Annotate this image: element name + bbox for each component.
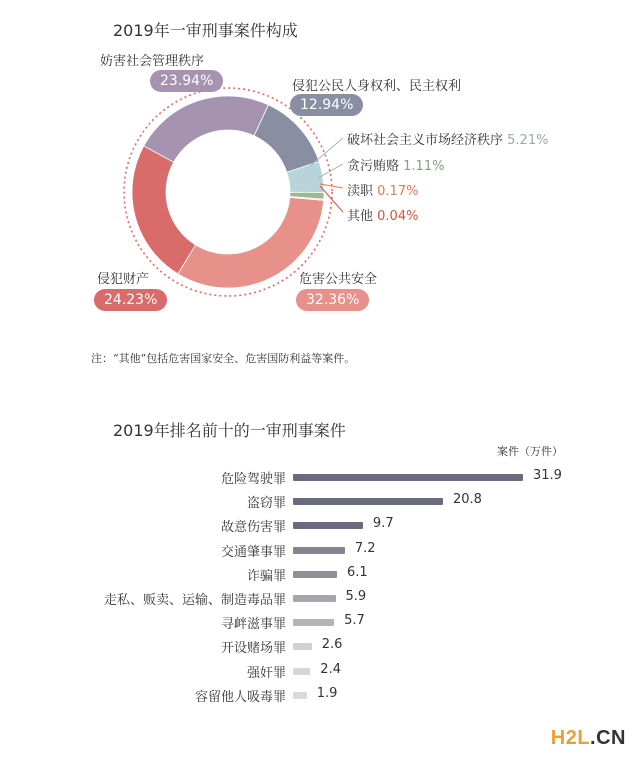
slice-value-malfeasance: 0.17% — [377, 184, 419, 199]
slice-label-other: 其他 0.04% — [347, 209, 419, 224]
bar-category-label: 诈骗罪 — [246, 568, 286, 584]
bar — [293, 643, 312, 650]
bar-category-label: 开设赌场罪 — [220, 641, 286, 657]
bar-value-label: 6.1 — [346, 564, 368, 580]
slice-label-public-safety: 危害公共安全 — [299, 272, 378, 287]
bar-category-label: 故意伤害罪 — [220, 520, 286, 536]
bar — [293, 547, 345, 554]
donut-chart-title: 2019年一审刑事案件构成 — [113, 21, 298, 40]
bar-category-label: 强奸罪 — [246, 665, 286, 681]
bar-value-label: 20.8 — [452, 492, 482, 508]
bar — [293, 522, 363, 529]
bar-category-label: 寻衅滋事罪 — [220, 617, 286, 633]
site-watermark: H2L.CN — [550, 727, 626, 749]
slice-value-social-order: 23.94% — [150, 70, 223, 92]
bar-category-label: 容留他人吸毒罪 — [194, 689, 286, 705]
donut-chart-note: 注：“其他”包括危害国家安全、危害国防利益等案件。 — [91, 352, 356, 365]
slice-label-social-order: 妨害社会管理秩序 — [100, 54, 205, 69]
bar-value-label: 2.4 — [320, 661, 341, 677]
slice-label-malfeasance: 渎职 0.17% — [347, 184, 419, 199]
bar-value-label: 5.9 — [345, 589, 367, 604]
bar-chart-unit-label: 案件（万件） — [497, 445, 563, 458]
bar-value-label: 1.9 — [316, 685, 338, 701]
bar-value-label: 5.7 — [344, 613, 365, 629]
bar — [293, 498, 443, 505]
bar-category-label: 盗窃罪 — [246, 496, 286, 512]
bar-value-label: 9.7 — [372, 516, 394, 532]
bar-value-label: 31.9 — [533, 468, 562, 483]
bar-chart-title: 2019年排名前十的一审刑事案件 — [113, 421, 346, 440]
bar — [293, 595, 336, 602]
bar — [293, 571, 337, 578]
slice-label-personal-rights: 侵犯公民人身权利、民主权利 — [292, 79, 462, 94]
bar — [293, 668, 310, 675]
bar-category-label: 危险驾驶罪 — [220, 472, 286, 487]
slice-value-bribery: 1.11% — [403, 159, 445, 174]
bar — [293, 619, 334, 626]
slice-label-property: 侵犯财产 — [97, 272, 150, 287]
slice-label-bribery: 贪污贿赂 1.11% — [347, 159, 445, 174]
slice-value-other: 0.04% — [377, 209, 419, 224]
slice-value-public-safety: 32.36% — [296, 289, 369, 311]
slice-label-economy: 破坏社会主义市场经济秩序 5.21% — [347, 133, 549, 148]
bar-value-label: 2.6 — [321, 637, 343, 653]
bar — [293, 474, 523, 481]
slice-value-economy: 5.21% — [507, 133, 549, 148]
bar-category-label: 交通肇事罪 — [220, 544, 286, 560]
bar-category-label: 走私、贩卖、运输、制造毒品罪 — [103, 593, 286, 608]
slice-value-personal-rights: 12.94% — [290, 94, 363, 116]
bar — [293, 692, 307, 699]
bar-value-label: 7.2 — [354, 540, 376, 556]
slice-value-property: 24.23% — [94, 289, 167, 311]
